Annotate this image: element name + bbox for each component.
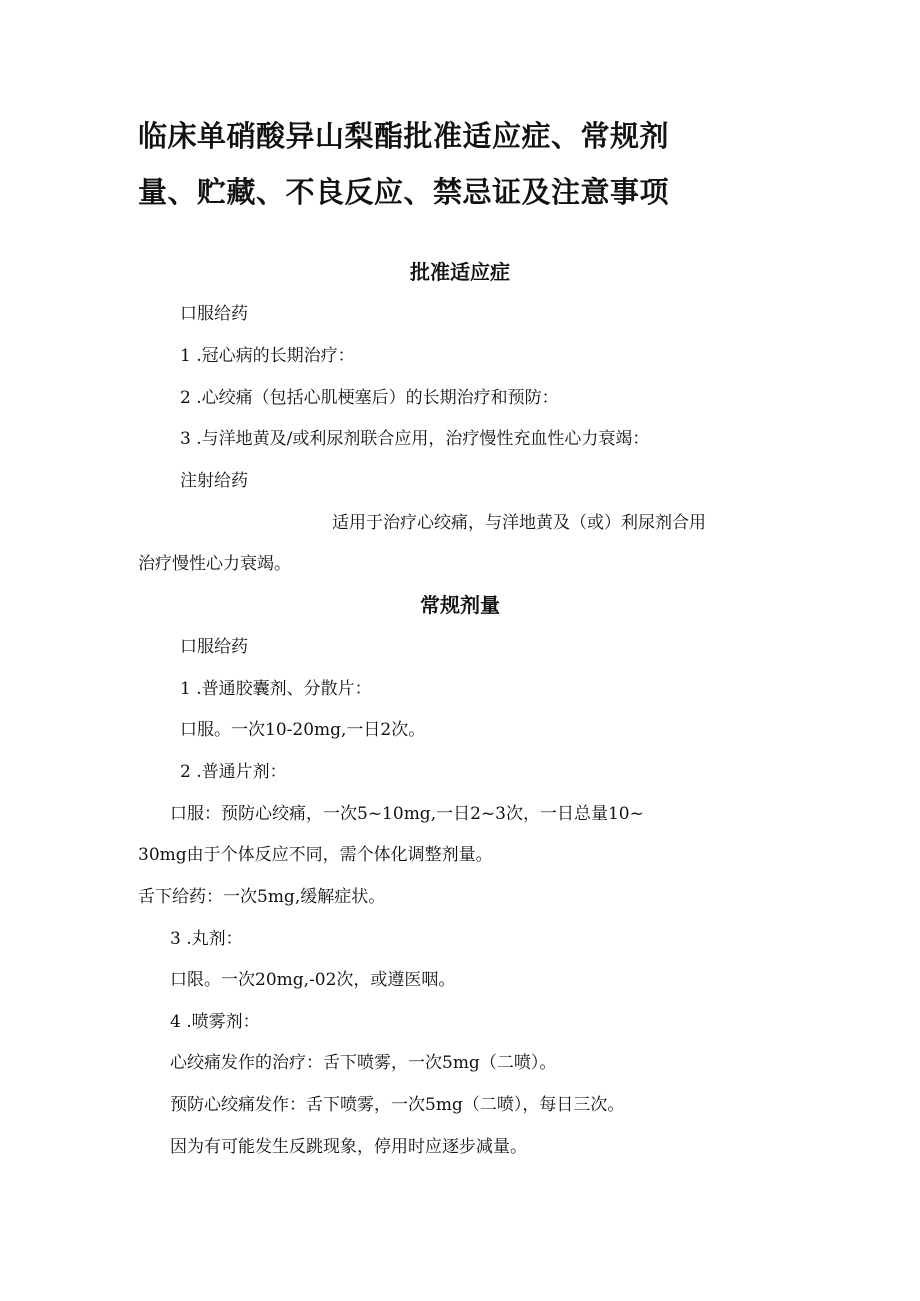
dosage-spray-text-2: 预防心绞痛发作：舌下喷雾，一次5mg（二喷），每日三次。 — [170, 1095, 625, 1115]
dosage-sublingual-text: 舌下给药：一次5mg,缓解症状。 — [138, 887, 386, 907]
dosage-capsule-text: 口服。一次10-20mg,一日2次。 — [180, 720, 426, 740]
dosage-spray-text-3: 因为有可能发生反跳现象，停用时应逐步减量。 — [170, 1137, 527, 1157]
document-title-line-1: 临床单硝酸异山梨酯批准适应症、常规剂 — [138, 119, 670, 153]
dosage-oral-label: 口服给药 — [180, 637, 248, 657]
indications-injection-text-line-2: 治疗慢性心力衰竭。 — [138, 554, 291, 574]
dosage-pill-text: 口限。一次20mg,-02次，或遵医咽。 — [170, 970, 456, 990]
dosage-capsule-heading: 1 .普通胶囊剂、分散片： — [180, 679, 372, 699]
dosage-tablet-heading: 2 .普通片剂： — [180, 762, 287, 782]
indications-injection-text-line-1: 适用于治疗心绞痛，与洋地黄及（或）利尿剂合用 — [332, 513, 706, 533]
dosage-pill-heading: 3 .丸剂： — [170, 929, 243, 949]
indications-oral-item-2: 2 .心绞痛（包括心肌梗塞后）的长期治疗和预防： — [180, 388, 559, 408]
dosage-tablet-text-line-2: 30mg由于个体反应不同，需个体化调整剂量。 — [138, 845, 493, 865]
document-title — [138, 108, 758, 220]
indications-oral-label: 口服给药 — [180, 304, 248, 324]
indications-oral-item-1: 1 .冠心病的长期治疗： — [180, 346, 355, 366]
dosage-tablet-text-line-1: 口服：预防心绞痛，一次5~10mg,一日2~3次，一日总量10~ — [170, 804, 644, 824]
indications-injection-label: 注射给药 — [180, 471, 248, 491]
dosage-heading: 常规剂量 — [420, 593, 500, 617]
indications-heading: 批准适应症 — [410, 260, 510, 284]
document-title-line-2: 量、贮藏、不良反应、禁忌证及注意事项 — [138, 175, 670, 209]
dosage-spray-heading: 4 .喷雾剂： — [170, 1012, 260, 1032]
dosage-spray-text-1: 心绞痛发作的治疗：舌下喷雾，一次5mg（二喷）。 — [170, 1053, 557, 1073]
indications-oral-item-3: 3 .与洋地黄及/或利尿剂联合应用，治疗慢性充血性心力衰竭： — [180, 429, 650, 449]
